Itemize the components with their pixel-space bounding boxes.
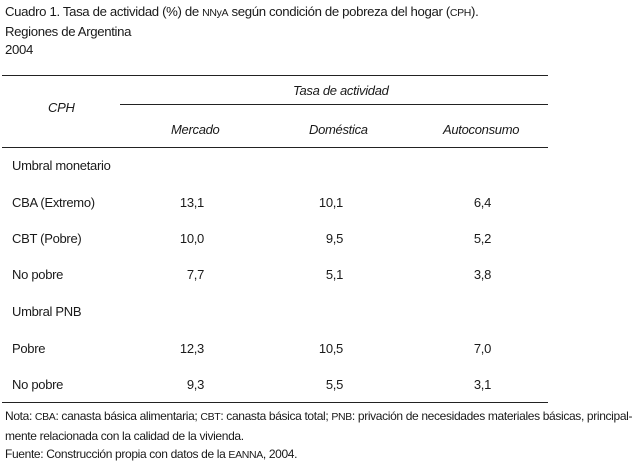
cell-domestica: 10,5 xyxy=(318,341,343,356)
note-line-2: mente relacionada con la calidad de la vivienda. xyxy=(5,428,244,443)
row-header-cph: CPH xyxy=(48,100,75,115)
row-label: CBA (Extremo) xyxy=(12,195,95,210)
group-header-tasa: Tasa de actividad xyxy=(293,83,389,98)
note-text: Nota: xyxy=(5,409,35,423)
caption-title-part: según condición de pobreza del hogar ( xyxy=(228,4,450,19)
note-abbr-cbt: CBT xyxy=(200,411,221,423)
row-label: No pobre xyxy=(12,267,64,282)
section-title-monetario: Umbral monetario xyxy=(12,158,111,173)
row-label: CBT (Pobre) xyxy=(12,231,82,246)
cell-domestica: 10,1 xyxy=(318,195,343,210)
column-header-mercado: Mercado xyxy=(171,122,220,137)
caption-title xyxy=(5,3,478,23)
cell-mercado: 7,7 xyxy=(186,267,204,282)
source-text: Fuente: Construcción propia con datos de la xyxy=(5,447,229,461)
note-text: : privación de necesidades materiales básicas, principal- xyxy=(351,409,632,423)
cell-autoconsumo: 5,2 xyxy=(473,231,491,246)
cell-domestica: 5,5 xyxy=(325,377,343,392)
table-top-rule xyxy=(2,75,548,76)
cell-mercado: 9,3 xyxy=(186,377,204,392)
cell-mercado: 12,3 xyxy=(179,341,204,356)
cell-autoconsumo: 7,0 xyxy=(473,341,491,356)
note-line-1 xyxy=(5,407,632,427)
group-header-rule xyxy=(120,104,548,105)
cell-autoconsumo: 3,1 xyxy=(473,377,491,392)
caption-title-part: ). xyxy=(471,4,479,19)
cell-domestica: 5,1 xyxy=(325,267,343,282)
cell-autoconsumo: 3,8 xyxy=(473,267,491,282)
header-bottom-rule xyxy=(2,147,548,148)
cell-mercado: 13,1 xyxy=(179,195,204,210)
table-caption xyxy=(5,3,478,60)
caption-region: Regiones de Argentina xyxy=(5,23,132,39)
table-notes xyxy=(5,407,632,465)
column-header-domestica: Doméstica xyxy=(309,122,368,137)
note-text: : canasta básica total; xyxy=(220,409,332,423)
row-label: Pobre xyxy=(12,341,46,356)
caption-abbr-cph: CPH xyxy=(449,7,472,19)
source-abbr-eanna: EANNA xyxy=(228,449,263,461)
caption-abbr-nnya: NNyA xyxy=(202,7,229,19)
caption-year: 2004 xyxy=(5,42,33,57)
note-abbr-cba: CBA xyxy=(34,411,56,423)
note-text: : canasta básica alimentaria; xyxy=(55,409,201,423)
note-abbr-pnb: PNB xyxy=(331,411,352,423)
table-bottom-rule xyxy=(2,402,548,403)
column-header-autoconsumo: Autoconsumo xyxy=(443,122,520,137)
source-line xyxy=(5,445,545,465)
cell-domestica: 9,5 xyxy=(325,231,343,246)
caption-title-part: Cuadro 1. Tasa de actividad (%) de xyxy=(5,4,203,19)
section-title-pnb: Umbral PNB xyxy=(12,304,82,319)
cell-autoconsumo: 6,4 xyxy=(473,195,491,210)
row-label: No pobre xyxy=(12,377,64,392)
cell-mercado: 10,0 xyxy=(179,231,204,246)
source-text: , 2004. xyxy=(262,447,298,461)
